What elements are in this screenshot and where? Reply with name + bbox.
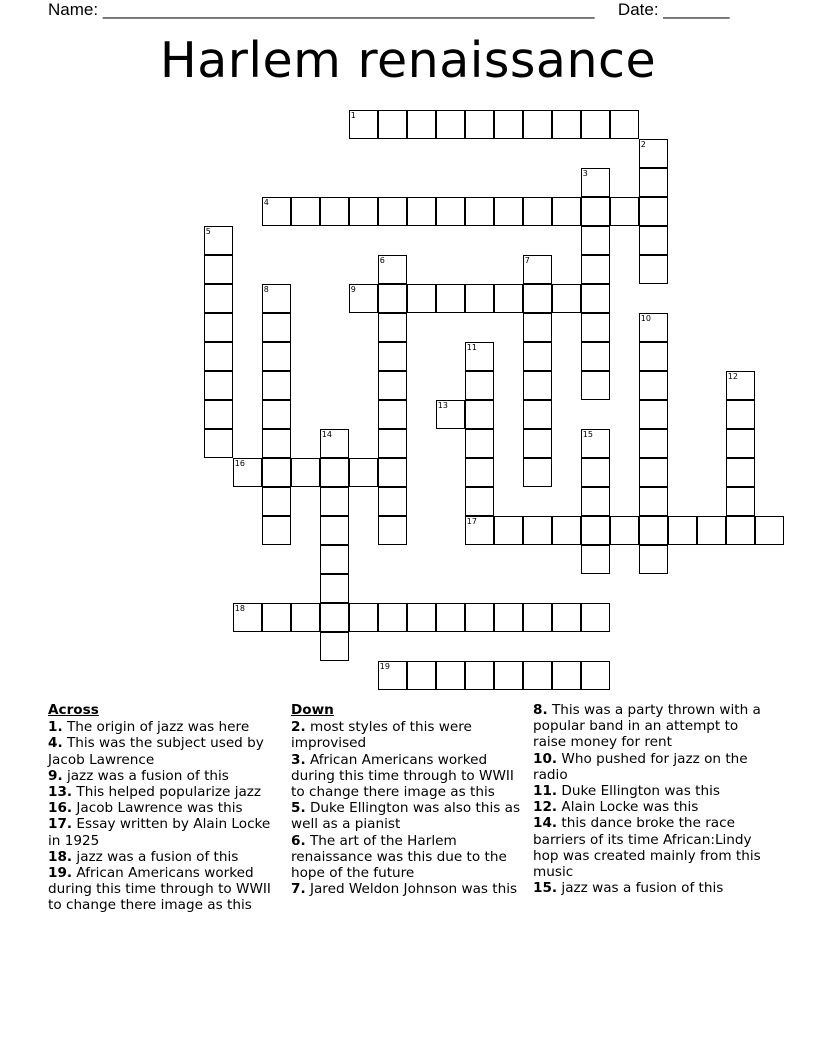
grid-cell[interactable] [320,458,349,487]
grid-cell[interactable] [581,313,610,342]
clue [533,815,769,880]
grid-cell[interactable] [552,110,581,139]
clue-text: The art of the Harlem renaissance was this due to the hope of the future [291,832,507,882]
grid-cell[interactable] [581,255,610,284]
grid-cell[interactable] [465,400,494,429]
clue-label: 8. [533,702,548,718]
clue-number: 4 [263,197,269,207]
clue-label: 2. [291,719,306,736]
grid-cell[interactable] [378,661,407,690]
grid-cell[interactable] [523,400,552,429]
clue [533,880,769,896]
clue-label: 13. [48,784,73,801]
grid-cell[interactable] [581,487,610,516]
clue [48,865,284,914]
grid-cell[interactable] [320,429,349,458]
grid-cell[interactable] [494,516,523,545]
grid-cell[interactable] [320,632,349,661]
grid-cell[interactable] [378,429,407,458]
grid-cell[interactable] [552,284,581,313]
clue-label: 5. [291,800,306,817]
grid-cell[interactable] [581,603,610,632]
clue [48,735,284,767]
clue-label: 1. [48,719,63,736]
grid-cell[interactable] [639,429,668,458]
grid-cell[interactable] [204,400,233,429]
grid-cell[interactable] [465,342,494,371]
clue-number: 13 [437,400,448,410]
across-heading: Across [48,702,99,718]
grid-cell[interactable] [697,516,726,545]
grid-cell[interactable] [523,516,552,545]
grid-cell[interactable] [523,603,552,632]
grid-cell[interactable] [291,603,320,632]
grid-cell[interactable] [262,458,291,487]
grid-cell[interactable] [204,342,233,371]
grid-cell[interactable] [320,487,349,516]
grid-cell[interactable] [233,458,262,487]
grid-cell[interactable] [523,255,552,284]
grid-cell[interactable] [320,574,349,603]
grid-cell[interactable] [494,661,523,690]
clue-number: 10 [640,313,651,323]
grid-cell[interactable] [494,284,523,313]
grid-cell[interactable] [581,226,610,255]
grid-cell[interactable] [320,516,349,545]
clue-text: jazz was a fusion of this [62,767,229,784]
grid-cell[interactable] [349,603,378,632]
grid-cell[interactable] [378,342,407,371]
clue-label: 17. [48,816,73,833]
clue [291,752,527,801]
grid-cell[interactable] [436,603,465,632]
grid-cell[interactable] [349,110,378,139]
grid-cell[interactable] [494,110,523,139]
grid-cell[interactable] [639,487,668,516]
grid-cell[interactable] [465,429,494,458]
grid-cell[interactable] [581,371,610,400]
grid-cell[interactable] [552,516,581,545]
clue [533,702,769,751]
grid-cell[interactable] [610,110,639,139]
grid-cell[interactable] [262,284,291,313]
grid-cell[interactable] [726,516,755,545]
clue [291,719,527,751]
clue-text: jazz was a fusion of this [72,848,239,865]
grid-cell[interactable] [726,371,755,400]
grid-cell[interactable] [639,168,668,197]
grid-cell[interactable] [581,516,610,545]
grid-cell[interactable] [494,603,523,632]
grid-cell[interactable] [494,197,523,226]
clue [291,881,527,897]
grid-cell[interactable] [378,458,407,487]
grid-cell[interactable] [639,197,668,226]
grid-cell[interactable] [262,487,291,516]
down-heading: Down [291,702,334,718]
grid-cell[interactable] [639,139,668,168]
grid-cell[interactable] [378,110,407,139]
grid-cell[interactable] [378,516,407,545]
grid-cell[interactable] [726,400,755,429]
clue [48,784,284,800]
grid-cell[interactable] [523,371,552,400]
clue-label: 10. [533,750,558,767]
grid-cell[interactable] [436,110,465,139]
grid-cell[interactable] [465,197,494,226]
grid-cell[interactable] [436,197,465,226]
grid-cell[interactable] [639,545,668,574]
grid-cell[interactable] [407,284,436,313]
clue-label: 7. [291,881,306,898]
grid-cell[interactable] [523,197,552,226]
grid-cell[interactable] [465,487,494,516]
grid-cell[interactable] [233,603,262,632]
clues-down [291,702,527,897]
grid-cell[interactable] [204,255,233,284]
clue-text: This helped popularize jazz [72,784,262,801]
clue-label: 9. [48,767,63,784]
clue [48,719,284,735]
clue-label: 18. [48,848,73,865]
grid-cell[interactable] [378,197,407,226]
grid-cell[interactable] [378,284,407,313]
clue [533,783,769,799]
grid-cell[interactable] [436,661,465,690]
clue-number: 12 [727,371,738,381]
grid-cell[interactable] [552,197,581,226]
grid-cell[interactable] [523,342,552,371]
clue-number: 18 [234,603,245,613]
grid-cell[interactable] [204,226,233,255]
grid-cell[interactable] [581,284,610,313]
clue [48,768,284,784]
grid-cell[interactable] [378,487,407,516]
clue-label: 12. [533,799,558,816]
clue-number: 1 [350,110,356,120]
grid-cell[interactable] [552,661,581,690]
grid-cell[interactable] [262,342,291,371]
grid-cell[interactable] [465,603,494,632]
down-list-continued [533,702,769,896]
grid-cell[interactable] [639,313,668,342]
clues-across [48,702,284,914]
clue-text: This was the subject used by Jacob Lawrence [48,735,264,768]
grid-cell[interactable] [465,458,494,487]
clue-number: 11 [466,342,477,352]
clue-label: 3. [291,751,306,768]
grid-cell[interactable] [262,429,291,458]
clue-text: Duke Ellington was also this as well as a pianist [291,800,521,833]
grid-cell[interactable] [523,284,552,313]
clue-label: 11. [533,783,558,800]
clue-number: 7 [524,255,530,265]
grid-cell[interactable] [552,603,581,632]
clue-text: The origin of jazz was here [62,719,250,736]
grid-cell[interactable] [639,255,668,284]
clue-text: Who pushed for jazz on the radio [533,750,748,783]
grid-cell[interactable] [639,371,668,400]
grid-cell[interactable] [639,516,668,545]
grid-cell[interactable] [320,545,349,574]
grid-cell[interactable] [726,429,755,458]
clue-text: African Americans worked during this time through to WWII to change there image as this [291,751,514,801]
grid-cell[interactable] [639,226,668,255]
grid-cell[interactable] [610,197,639,226]
grid-cell[interactable] [320,603,349,632]
grid-cell[interactable] [262,313,291,342]
clue-number: 2 [640,139,646,149]
grid-cell[interactable] [262,516,291,545]
grid-cell[interactable] [291,197,320,226]
clue [291,800,527,832]
grid-cell[interactable] [378,255,407,284]
page-title: Harlem renaissance [159,32,657,89]
grid-cell[interactable] [465,110,494,139]
grid-cell[interactable] [581,661,610,690]
clue [291,833,527,882]
clue-text: Jacob Lawrence was this [72,800,243,817]
clue-number: 6 [379,255,385,265]
clue-text: this dance broke the race barriers of its time African:Lindy hop was created mainly from this music [533,815,761,881]
grid-cell[interactable] [581,545,610,574]
grid-cell[interactable] [262,371,291,400]
grid-cell[interactable] [407,661,436,690]
grid-cell[interactable] [204,429,233,458]
grid-cell[interactable] [407,110,436,139]
grid-cell[interactable] [523,458,552,487]
clue-number: 15 [582,429,593,439]
grid-cell[interactable] [581,110,610,139]
grid-cell[interactable] [436,284,465,313]
name-label: Name: [48,0,99,19]
grid-cell[interactable] [349,197,378,226]
clue-number: 5 [205,226,211,236]
clue-label: 4. [48,735,63,752]
grid-cell[interactable] [378,400,407,429]
clue-number: 19 [379,661,390,671]
grid-cell[interactable] [349,458,378,487]
grid-cell[interactable] [378,313,407,342]
clue-text: Jared Weldon Johnson was this [305,881,518,898]
clue-text: most styles of this were improvised [291,719,472,752]
date-blank[interactable]: _______ [663,0,730,19]
grid-cell[interactable] [204,313,233,342]
grid-cell[interactable] [204,284,233,313]
clue-label: 15. [533,880,558,897]
clue [533,799,769,815]
clue-label: 16. [48,800,73,817]
grid-cell[interactable] [726,487,755,516]
grid-cell[interactable] [639,342,668,371]
grid-cell[interactable] [581,197,610,226]
grid-cell[interactable] [610,516,639,545]
grid-cell[interactable] [581,429,610,458]
clue [48,816,284,848]
clue-label: 19. [48,865,73,882]
grid-cell[interactable] [755,516,784,545]
grid-cell[interactable] [465,284,494,313]
clue-text: This was a party thrown with a popular band in an attempt to raise money for rent [533,702,761,751]
grid-cell[interactable] [378,371,407,400]
clue [48,849,284,865]
grid-cell[interactable] [407,197,436,226]
clue-number: 17 [466,516,477,526]
grid-cell[interactable] [523,429,552,458]
grid-cell[interactable] [668,516,697,545]
clue-text: African Americans worked during this time through to WWII to change there image as this [48,865,271,914]
grid-cell[interactable] [407,603,436,632]
clue-text: Essay written by Alain Locke in 1925 [48,816,271,849]
clue [533,751,769,783]
name-blank[interactable]: ____________________________________________________ [102,0,595,19]
grid-cell[interactable] [436,400,465,429]
clue-text: Duke Ellington was this [557,783,720,800]
grid-cell[interactable] [262,400,291,429]
clue-label: 14. [533,815,558,832]
grid-cell[interactable] [465,516,494,545]
clue-number: 16 [234,458,245,468]
grid-cell[interactable] [523,313,552,342]
grid-cell[interactable] [523,661,552,690]
clue-number: 3 [582,168,588,178]
clue-number: 8 [263,284,269,294]
grid-cell[interactable] [291,458,320,487]
across-list [48,719,284,913]
clues-down-continued [533,702,769,896]
clue-text: jazz was a fusion of this [557,880,724,897]
clue-number: 14 [321,429,332,439]
clue [48,800,284,816]
down-list [291,719,527,897]
clue-label: 6. [291,832,306,849]
clue-text: Alain Locke was this [557,799,699,816]
grid-cell[interactable] [465,661,494,690]
grid-cell[interactable] [320,197,349,226]
grid-cell[interactable] [204,371,233,400]
grid-cell[interactable] [581,168,610,197]
grid-cell[interactable] [523,110,552,139]
grid-cell[interactable] [581,458,610,487]
grid-cell[interactable] [262,603,291,632]
date-label: Date: [617,0,659,19]
grid-cell[interactable] [262,197,291,226]
grid-cell[interactable] [726,458,755,487]
grid-cell[interactable] [581,342,610,371]
grid-cell[interactable] [378,603,407,632]
grid-cell[interactable] [349,284,378,313]
grid-cell[interactable] [465,371,494,400]
grid-cell[interactable] [639,400,668,429]
grid-cell[interactable] [639,458,668,487]
clue-number: 9 [350,284,356,294]
